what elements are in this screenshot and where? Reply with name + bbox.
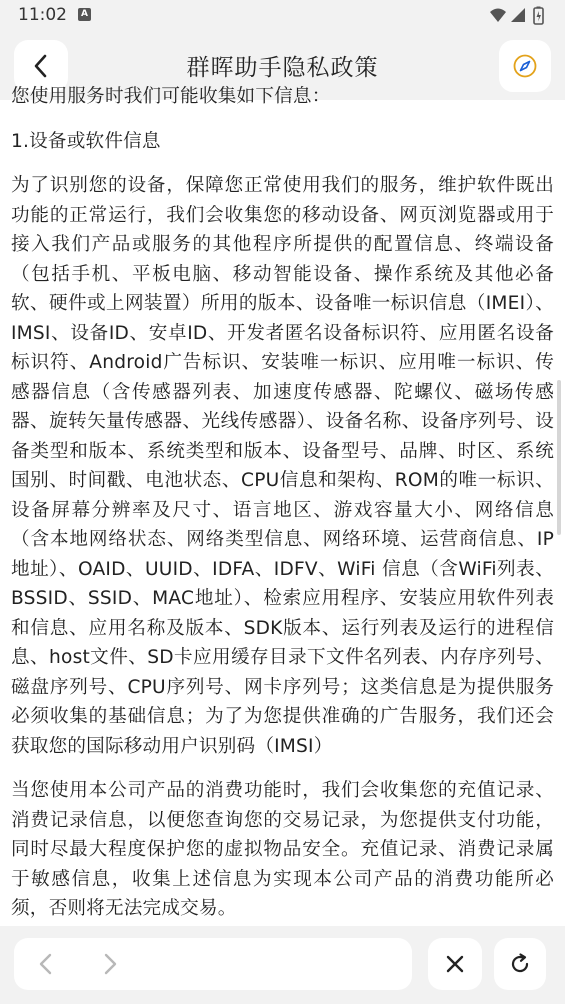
policy-paragraph-intro: 您使用服务时我们可能收集如下信息： — [11, 86, 331, 107]
wifi-icon — [490, 9, 506, 23]
history-nav-group — [14, 938, 412, 990]
reload-icon — [508, 952, 532, 976]
arrow-left-icon — [36, 952, 56, 976]
policy-content[interactable] — [0, 86, 565, 926]
signal-icon — [511, 8, 525, 22]
policy-section-heading: 1.设备或软件信息 — [11, 130, 161, 152]
status-icons — [489, 6, 551, 26]
close-button[interactable] — [428, 938, 482, 990]
page-title: 群晖助手隐私政策 — [186, 55, 379, 81]
policy-paragraph-device-info: 为了识别您的设备，保障您正常使用我们的服务，维护软件既出功能的正常运行，我们会收集您的移动设备、网页浏览器或用于接入我们产品或服务的其他程序所提供的配置信息、终端设备（包括手机、平板电脑、移动智能设备、操作系统及其他必备软、硬件或上网装置）所用的版本、设备唯一标识信息（IMEI）、IMSI、设备ID、安卓ID、开发者匿名设备标识符、应用匿名设备标识符、Android广告标识、安装唯一标识、应用唯一标识、传感器信息（含传感器列表、加速度传感器、陀螺仪、磁场传感器、旋转矢量传感器、光线传感器）、设备名称、设备序列号、设备类型和版本、系统类型和版本、设备型号、品牌、时区、系统国别、时间戳、电池状态、CPU信息和架构、ROM的唯一标识、设备屏幕分辨率及尺寸、语言地区、游戏容量大小、网络信息（含本地网络状态、网络类型信息、网络环境、运营商信息、IP地址）、OAID、UUID、IDFA、IDFV、WiFi 信息（含WiFi列表、BSSID、SSID、MAC地址）、检索应用程序、安装应用软件列表和信息、应用名称及版本、SDK版本、运行列表及运行的进程信息、host文件、SD卡应用缓存目录下文件名列表、内存序列号、磁盘序列号、CPU序列号、网卡序列号；这类信息是为提供服务必须收集的基础信息；为了为您提供准确的广告服务，我们还会获取您的国际移动用户识别码（IMSI） — [11, 175, 554, 757]
policy-paragraph-consumption: 当您使用本公司产品的消费功能时，我们会收集您的充值记录、消费记录信息，以便您查询您的交易记录，为您提供支付功能，同时尽最大程度保护您的虚拟物品安全。充值记录、消费记录属于敏感信息，收集上述信息为实现本公司产品的消费功能所必须，否则将无法完成交易。 — [11, 780, 554, 919]
close-icon — [444, 953, 466, 975]
compass-icon — [512, 53, 538, 79]
history-back-button[interactable] — [16, 938, 76, 990]
status-time: 11:02 — [18, 5, 67, 25]
battery-icon — [534, 7, 543, 25]
reload-button[interactable] — [494, 938, 546, 990]
history-forward-button[interactable] — [80, 938, 140, 990]
notification-a-icon: A — [78, 8, 91, 21]
bottom-toolbar — [0, 926, 565, 1004]
arrow-right-icon — [100, 952, 120, 976]
policy-text — [11, 82, 554, 924]
chevron-left-icon — [30, 53, 52, 79]
status-bar — [0, 0, 565, 32]
scrollbar-thumb[interactable] — [557, 380, 561, 535]
